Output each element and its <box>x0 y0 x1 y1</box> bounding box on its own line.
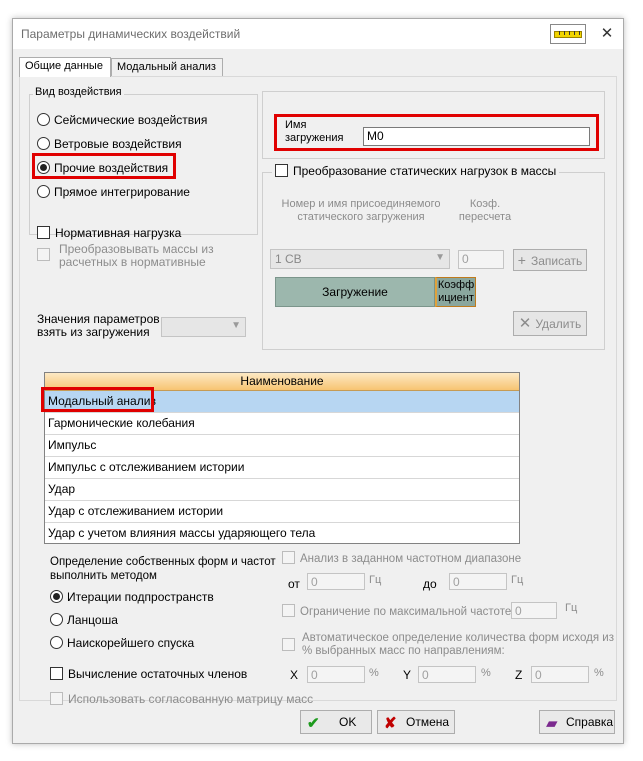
load-name-input[interactable]: М0 <box>363 127 590 146</box>
freq-range-checkbox[interactable]: Анализ в заданном частотном диапазоне <box>282 551 521 565</box>
delete-button[interactable]: ✕ Удалить <box>513 311 587 336</box>
chevron-down-icon: ▼ <box>231 320 241 331</box>
radio-steepest-descent[interactable]: Наискорейшего спуска <box>50 636 194 650</box>
attached-load-select[interactable]: 1 СВ ▼ <box>270 249 450 269</box>
normative-load-checkbox[interactable]: Нормативная нагрузка <box>37 226 181 240</box>
dialog-window <box>12 18 624 744</box>
cancel-button[interactable]: ✘ Отмена <box>377 710 455 734</box>
table-row[interactable]: Гармонические колебания <box>45 413 519 435</box>
eigen-method-title: Определение собственных форм и частот выполнить методом <box>50 556 276 582</box>
ruler-icon[interactable] <box>550 24 586 44</box>
ok-button[interactable]: ✔ OK <box>300 710 372 734</box>
y-percent-input[interactable]: 0 <box>418 666 476 683</box>
freq-to-unit: Гц <box>511 574 524 586</box>
radio-circle <box>50 613 63 626</box>
consistent-mass-checkbox[interactable]: Использовать согласованную матрицу масс <box>50 692 313 706</box>
book-icon: ▰ <box>546 715 558 732</box>
static-to-mass-checkbox[interactable]: Преобразование статических нагрузок в массы <box>272 164 559 178</box>
radio-seismic[interactable]: Сейсмические воздействия <box>37 113 207 127</box>
y-unit: % <box>481 667 491 679</box>
plus-icon: + <box>517 252 526 268</box>
action-type-title: Вид воздействия <box>35 86 122 98</box>
radio-lanczos[interactable]: Ланцоша <box>50 613 118 627</box>
highlight-other-actions <box>32 153 176 179</box>
params-from-load-label: Значения параметров взять из загружения <box>37 312 160 339</box>
chevron-down-icon: ▼ <box>435 252 445 263</box>
tab-modal-analysis[interactable]: Модальный анализ <box>111 58 223 77</box>
window-title: Параметры динамических воздействий <box>21 27 241 41</box>
checkmark-icon: ✔ <box>307 715 320 732</box>
cross-icon: ✘ <box>384 715 397 732</box>
params-load-select[interactable] <box>161 317 246 337</box>
tab-general[interactable]: Общие данные <box>19 57 111 77</box>
load-name-label: Имя загружения <box>285 119 344 144</box>
x-unit: % <box>369 667 379 679</box>
radio-circle-selected <box>50 590 63 603</box>
table-header-name: Наименование <box>45 373 519 391</box>
table-row[interactable]: Удар с отслеживанием истории <box>45 501 519 523</box>
freq-to-label: до <box>423 577 437 591</box>
title-bar <box>13 19 623 49</box>
y-label: Y <box>403 668 412 682</box>
help-button[interactable]: ▰ Справка <box>539 710 615 734</box>
table-row[interactable]: Удар <box>45 479 519 501</box>
x-percent-input[interactable]: 0 <box>307 666 365 683</box>
x-label: X <box>290 668 299 682</box>
tab-panel <box>19 76 617 706</box>
freq-to-input[interactable]: 0 <box>449 573 507 590</box>
highlight-modal-analysis <box>41 387 154 412</box>
freq-from-unit: Гц <box>369 574 382 586</box>
radio-circle <box>37 137 50 150</box>
radio-direct-integration[interactable]: Прямое интегрирование <box>37 185 190 199</box>
max-freq-checkbox[interactable]: Ограничение по максимальной частоте <box>282 604 511 618</box>
close-icon[interactable]: ✕ <box>600 25 614 42</box>
max-freq-unit: Гц <box>565 602 578 614</box>
radio-other[interactable]: Прочие воздействия <box>37 161 168 175</box>
freq-from-input[interactable]: 0 <box>307 573 365 590</box>
radio-circle <box>37 185 50 198</box>
coef-header: Коэф. пересчета <box>458 198 512 223</box>
table-row[interactable]: Удар с учетом влияния массы ударяющего тела <box>48 526 316 540</box>
record-button[interactable]: + Записать <box>513 249 587 271</box>
z-label: Z <box>515 668 523 682</box>
highlight-load-name <box>274 114 599 151</box>
radio-circle <box>50 636 63 649</box>
coef-input[interactable]: 0 <box>458 250 504 269</box>
radio-subspace-iteration[interactable]: Итерации подпространств <box>50 590 214 604</box>
static-loads-grid <box>275 277 476 307</box>
delete-x-icon: ✕ <box>518 315 532 332</box>
freq-from-label: от <box>288 577 300 591</box>
table-row[interactable]: Модальный анализ <box>45 391 519 413</box>
table-row[interactable]: Импульс <box>45 435 519 457</box>
auto-forms-checkbox[interactable]: Автоматическое определение количества форм исходя из % выбранных масс по направлениям: <box>282 632 614 658</box>
grid-header-load: Загружение <box>275 277 435 307</box>
residual-terms-checkbox[interactable]: Вычисление остаточных членов <box>50 667 247 681</box>
radio-circle <box>37 113 50 126</box>
z-unit: % <box>594 667 604 679</box>
max-freq-input[interactable]: 0 <box>511 602 557 619</box>
radio-wind[interactable]: Ветровые воздействия <box>37 137 182 151</box>
convert-masses-checkbox[interactable]: Преобразовывать массы из расчетных в нормативные <box>37 243 214 269</box>
grid-header-coef: Коэфф ициент <box>435 277 476 307</box>
z-percent-input[interactable]: 0 <box>531 666 589 683</box>
table-row[interactable]: Импульс с отслеживанием истории <box>45 457 519 479</box>
attached-load-header: Номер и имя присоединяемого статического загружения <box>281 198 441 223</box>
